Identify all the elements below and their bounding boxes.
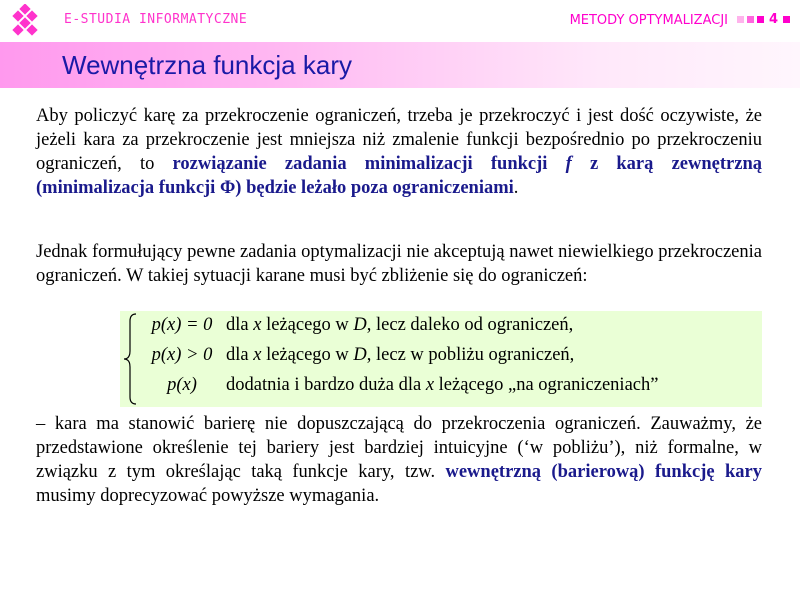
page-indicator (737, 12, 790, 27)
rhs-text: dla (226, 315, 254, 335)
rhs-text: leżącego w (261, 315, 354, 335)
rhs-text: dodatnia i bardzo duża dla (226, 375, 426, 395)
rhs-text: dla (226, 345, 254, 365)
formula-rhs (226, 375, 658, 396)
emphasis-segment: z karą zewnętrzną (minimalizacja funkcji Φ) będzie leżało poza ograniczeniami (36, 154, 762, 198)
page-number: 4 (768, 12, 778, 27)
rhs-set: D (353, 345, 367, 365)
rhs-var: x (253, 315, 262, 335)
formula-box (120, 311, 762, 407)
rhs-var: x (425, 375, 435, 395)
formula-rhs (226, 345, 574, 366)
formula-lhs: p(x) = 0 (151, 315, 213, 335)
paragraph-3 (36, 412, 762, 508)
square-icon (757, 16, 764, 23)
rhs-text: , lecz w pobliżu ograniczeń, (366, 345, 575, 365)
rhs-set: D (353, 315, 367, 335)
slide-title: Wewnętrzna funkcja kary (62, 50, 352, 80)
formula-row (120, 345, 760, 371)
rhs-text: leżącego w (261, 345, 354, 365)
rhs-var: x (253, 345, 262, 365)
square-icon (783, 16, 790, 23)
paragraph-1 (36, 104, 762, 200)
slide-header (0, 0, 800, 42)
paragraph-2: Jednak formułujący pewne zadania optymalizacji nie akceptują nawet niewielkiego przekroczenia ograniczeń. W takiej sytuacji karane musi być zbliżenie się do ograniczeń: (36, 242, 762, 286)
formula-lhs: p(x) > 0 (151, 345, 213, 365)
course-title: METODY OPTYMALIZACJI (569, 13, 728, 28)
function-symbol: f (565, 154, 572, 174)
paragraph-text: musimy doprecyzować powyższe wymagania. (36, 486, 380, 506)
paragraph-end: . (513, 178, 519, 198)
square-icon (747, 16, 754, 23)
diamond-grid-logo-icon (8, 4, 42, 38)
emphasis-segment: rozwiązanie zadania minimalizacji funkcji (172, 154, 566, 174)
formula-lhs: p(x) (167, 375, 197, 395)
formula-row (120, 315, 760, 341)
brand-name: E-STUDIA INFORMATYCZNE (64, 12, 248, 27)
formula-row (120, 375, 760, 401)
rhs-text: leżącego „na ograniczeniach” (434, 375, 659, 395)
square-icon (737, 16, 744, 23)
paragraph-text: – kara ma stanowić barierę nie dopuszczającą do przekroczenia ograniczeń. Zauważmy, że przedstawione określenie tej bariery jest bardziej intuicyjne (‘w pobliżu’), niż formalne, w związku z tym określając taką funkcje kary, tzw. (36, 414, 762, 482)
emphasis-text: wewnętrzną (barierową) funkcję kary (445, 462, 762, 482)
rhs-text: , lecz daleko od ograniczeń, (366, 315, 574, 335)
paragraph-text: Aby policzyć karę za przekroczenie ograniczeń, trzeba je przekroczyć i jest dość oczywiste, że jeżeli kara za przekroczenie jest mniejsza niż zmalenie funkcji bezpośrednio po przekroczeniu ograniczeń, to (36, 106, 762, 174)
formula-rhs (226, 315, 573, 336)
